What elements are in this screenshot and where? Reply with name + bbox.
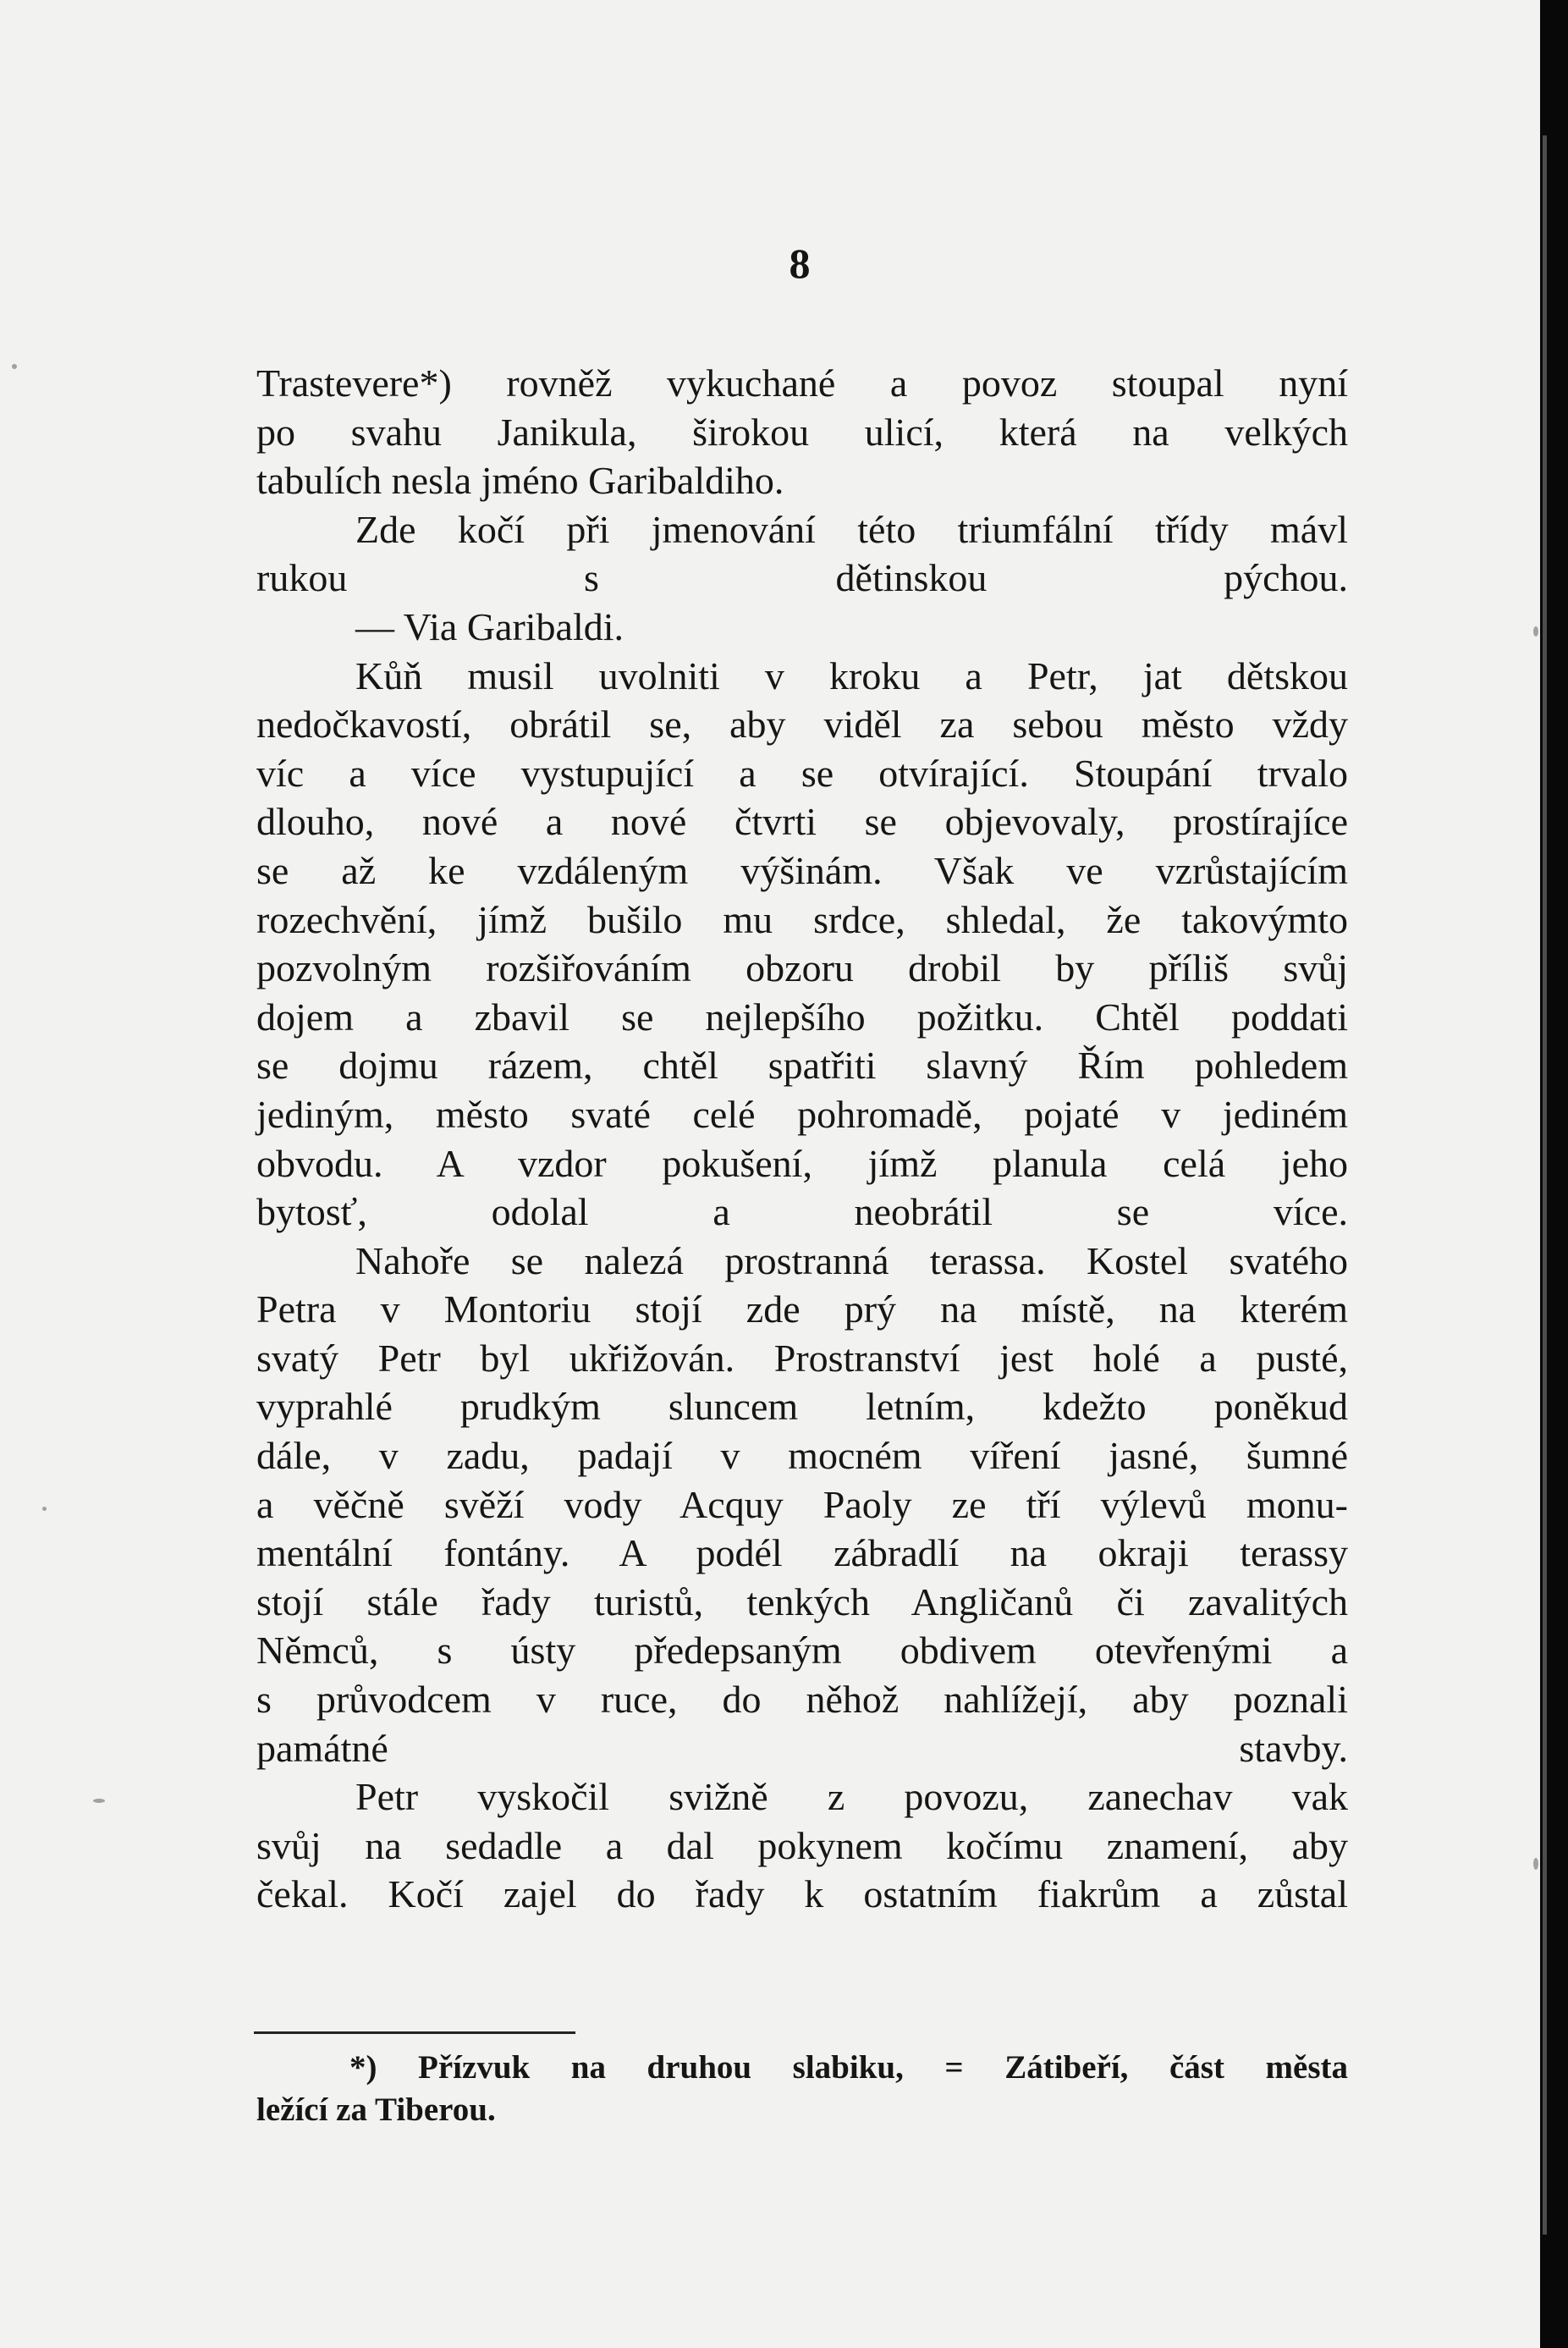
text-line: mentální fontány. A podél zábradlí na okraji terassy	[256, 1531, 1348, 1575]
paragraph	[256, 1772, 1348, 1919]
text-line: — Via Garibaldi.	[355, 604, 624, 648]
footnote	[256, 2047, 1348, 2131]
text-line: Zde kočí při jmenování této triumfální třídy mávl	[355, 507, 1348, 551]
text-line: stojí stále řady turistů, tenkých Angličanů či zavalitých	[256, 1579, 1348, 1623]
text-line: rukou s dětinskou pýchou.	[256, 556, 1348, 600]
text-line: dojem a zbavil se nejlepšího požitku. Chtěl poddati	[256, 995, 1348, 1039]
scan-speck	[42, 1507, 47, 1511]
paragraph	[256, 652, 1348, 1237]
text-line: svatý Petr byl ukřižován. Prostranství jest holé a pusté,	[256, 1336, 1348, 1380]
text-line: Kůň musil uvolniti v kroku a Petr, jat dětskou	[355, 653, 1348, 697]
text-line: dále, v zadu, padají v mocném víření jasné, šumné	[256, 1434, 1348, 1478]
text-line: víc a více vystupující a se otvírající. Stoupání trvalo	[256, 751, 1348, 795]
text-line: vyprahlé prudkým sluncem letním, kdežto poněkud	[256, 1385, 1348, 1429]
text-line: Nahoře se nalezá prostranná terassa. Kostel svatého	[355, 1238, 1348, 1282]
text-line: Petra v Montoriu stojí zde prý na místě, na kterém	[256, 1287, 1348, 1331]
text-line: a věčně svěží vody Acquy Paoly ze tří výlevů monu-	[256, 1482, 1348, 1526]
text-line: dlouho, nové a nové čtvrti se objevovaly, prostírajíce	[256, 800, 1348, 844]
paragraph	[256, 603, 1348, 652]
scan-speck	[12, 364, 17, 369]
text-line: se dojmu rázem, chtěl spatřiti slavný Řím pohledem	[256, 1044, 1348, 1088]
text-line: památné stavby.	[256, 1726, 1348, 1770]
text-line: obvodu. A vzdor pokušení, jímž planula celá jeho	[256, 1141, 1348, 1185]
paragraph	[256, 359, 1348, 505]
scan-speck	[1533, 1858, 1538, 1870]
text-line: se až ke vzdáleným výšinám. Však ve vzrůstajícím	[256, 848, 1348, 892]
text-line: bytosť, odolal a neobrátil se více.	[256, 1190, 1348, 1234]
text-line: po svahu Janikula, širokou ulicí, která na velkých	[256, 410, 1348, 454]
text-line: svůj na sedadle a dal pokynem kočímu znamení, aby	[256, 1823, 1348, 1867]
text-line: Němců, s ústy předepsaným obdivem otevřenými a	[256, 1629, 1348, 1673]
footnote-line: ležící za Tiberou.	[256, 2092, 496, 2128]
text-line: Trastevere*) rovněž vykuchané a povoz stoupal nyní	[256, 361, 1348, 405]
text-line: čekal. Kočí zajel do řady k ostatním fiakrům a zůstal	[256, 1872, 1348, 1916]
text-line: s průvodcem v ruce, do něhož nahlížejí, aby poznali	[256, 1678, 1348, 1722]
scan-edge-line	[1543, 135, 1547, 2235]
text-line: jediným, město svaté celé pohromadě, pojaté v jediném	[256, 1092, 1348, 1136]
text-line: Petr vyskočil svižně z povozu, zanechav vak	[355, 1775, 1348, 1819]
footnote-divider	[254, 2031, 575, 2034]
scan-speck	[1533, 626, 1538, 637]
text-line: rozechvění, jímž bušilo mu srdce, shledal, že takovýmto	[256, 897, 1348, 941]
scan-speck	[93, 1799, 105, 1803]
page-number: 8	[789, 240, 811, 287]
paragraph	[256, 505, 1348, 603]
text-line: tabulích nesla jméno Garibaldiho.	[256, 459, 784, 503]
body-text	[256, 359, 1348, 1919]
text-line: pozvolným rozšiřováním obzoru drobil by příliš svůj	[256, 946, 1348, 990]
text-line: nedočkavostí, obrátil se, aby viděl za sebou město vždy	[256, 703, 1348, 747]
paragraph	[256, 1237, 1348, 1773]
footnote-line: *) Přízvuk na druhou slabiku, = Zátibeří, část města	[349, 2049, 1348, 2086]
